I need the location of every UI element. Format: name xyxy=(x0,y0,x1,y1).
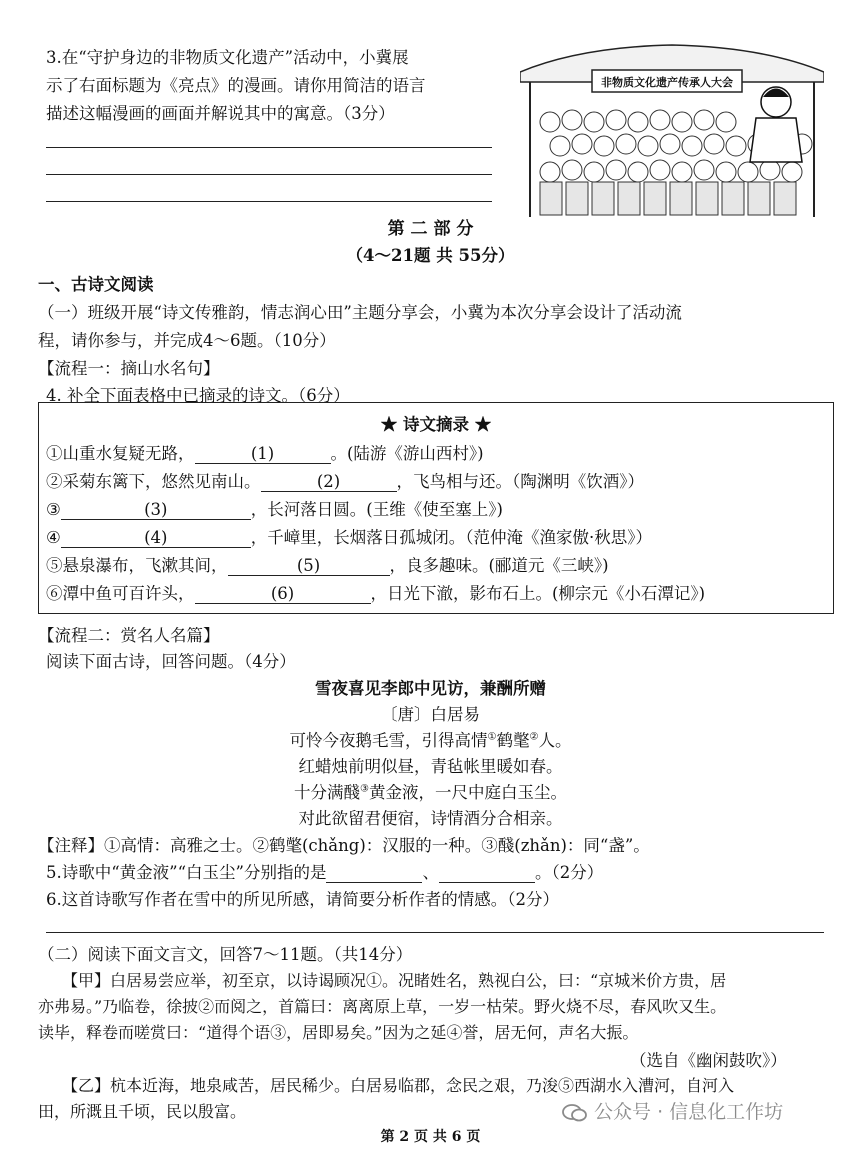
poem-line-4: 对此欲留君便宿，诗情酒分合相亲。 xyxy=(298,809,563,828)
jia-line-1: 【甲】白居易尝应举，初至京，以诗谒顾况①。况睹姓名，熟视白公，曰：“京城米价方贵，居 xyxy=(62,971,727,990)
watermark: 公众号 · 信息化工作坊 xyxy=(562,1097,783,1124)
cartoon-illustration xyxy=(520,42,824,217)
blank-2[interactable]: (2) xyxy=(261,472,397,492)
yi-line-2: 田，所溉且千顷，民以殷富。 xyxy=(38,1102,247,1121)
excerpt-row-5: ⑤悬泉瀑布，飞漱其间， (5) ，良多趣味。(郦道元《三峡》) xyxy=(46,556,609,575)
yi-line-1: 【乙】杭本近海，地泉咸苦，居民稀少。白居易临郡，念民之艰，乃浚⑤西湖水入漕河，自河入 xyxy=(62,1076,735,1095)
answer-line[interactable] xyxy=(46,147,492,148)
answer-line[interactable] xyxy=(46,201,492,202)
answer-line[interactable] xyxy=(46,174,492,175)
poem-notes: 【注释】①高情：高雅之士。②鹤氅(chǎng)：汉服的一种。③醆(zhǎn)：同“盏”。 xyxy=(38,836,650,855)
blank-3[interactable]: (3) xyxy=(61,500,251,520)
poem-line-3: 十分满醆③黄金液，一尺中庭白玉尘。 xyxy=(294,783,567,802)
blank-6[interactable]: (6) xyxy=(195,584,371,604)
page-footer: 第 2 页 共 6 页 xyxy=(380,1129,481,1145)
excerpt-row-3: ③ (3) ，长河落日圆。(王维《使至塞上》) xyxy=(46,500,503,519)
q3-line3: 描述这幅漫画的画面并解说其中的寓意。（3分） xyxy=(46,104,395,123)
flow2-heading: 【流程二：赏名人名篇】 xyxy=(38,626,220,645)
excerpt-row-6: ⑥潭中鱼可百许头， (6) ，日光下澈，影布石上。(柳宗元《小石潭记》) xyxy=(46,584,706,603)
sub2-heading: （二）阅读下面文言文，回答7～11题。（共14分） xyxy=(38,945,413,964)
q3-line1: 3.在“守护身边的非物质文化遗产”活动中，小冀展 xyxy=(46,48,409,67)
jia-source: （选自《幽闲鼓吹》） xyxy=(630,1051,787,1070)
blank-5[interactable]: (5) xyxy=(228,556,390,576)
q6-text: 6.这首诗歌写作者在雪中的所见所感，请简要分析作者的情感。（2分） xyxy=(46,890,559,909)
q3-line2: 示了右面标题为《亮点》的漫画。请你用简洁的语言 xyxy=(46,76,426,95)
poem-title: 雪夜喜见李郎中见访，兼酬所赠 xyxy=(315,679,546,698)
box-title: ★ 诗文摘录 ★ xyxy=(380,415,492,434)
read-instruction: 阅读下面古诗，回答问题。（4分） xyxy=(46,652,296,671)
blank-4[interactable]: (4) xyxy=(61,528,251,548)
wechat-icon xyxy=(562,1103,588,1123)
sub1-line1: （一）班级开展“诗文传雅韵，情志润心田”主题分享会，小冀为本次分享会设计了活动流 xyxy=(38,303,682,322)
q5-text: 5.诗歌中“黄金液”“白玉尘”分别指的是 、 。（2分） xyxy=(46,863,604,882)
jia-line-3: 读毕，释卷而嗟赏曰：“道得个语③，居即易矣。”因为之延④誉，居无何，声名大振。 xyxy=(38,1023,639,1042)
q5-blank-1[interactable] xyxy=(326,863,422,883)
excerpt-row-4: ④ (4) ，千嶂里，长烟落日孤城闭。（范仲淹《渔家傲·秋思》） xyxy=(46,528,653,547)
poem-author: 〔唐〕白居易 xyxy=(381,705,480,724)
flow1-heading: 【流程一：摘山水名句】 xyxy=(38,359,220,378)
poem-line-2: 红蜡烛前明似昼，青毡帐里暖如春。 xyxy=(298,757,563,776)
blank-1[interactable]: (1) xyxy=(195,444,331,464)
part-subtitle: （4～21题 共 55分） xyxy=(346,246,515,265)
q4-text: 4. 补全下面表格中已摘录的诗文。（6分） xyxy=(46,386,350,405)
section-heading: 一、古诗文阅读 xyxy=(38,275,154,294)
part-title: 第 二 部 分 xyxy=(387,219,474,239)
cartoon-drawing xyxy=(520,42,824,217)
sub1-line2: 程，请你参与，并完成4～6题。（10分） xyxy=(38,331,336,350)
excerpt-row-2: ②采菊东篱下，悠然见南山。 (2) ，飞鸟相与还。（陶渊明《饮酒》） xyxy=(46,472,644,491)
jia-line-2: 亦弗易。”乃临卷，徐披②而阅之，首篇曰：离离原上草，一岁一枯荣。野火烧不尽，春风吹又生。 xyxy=(38,997,727,1016)
answer-line[interactable] xyxy=(46,932,824,933)
cartoon-banner: 非物质文化遗产传承人大会 xyxy=(601,76,733,89)
excerpt-row-1: ①山重水复疑无路， (1) 。(陆游《游山西村》) xyxy=(46,444,484,463)
poem-line-1: 可怜今夜鹅毛雪，引得高情①鹤氅②人。 xyxy=(289,731,572,750)
q5-blank-2[interactable] xyxy=(439,863,535,883)
